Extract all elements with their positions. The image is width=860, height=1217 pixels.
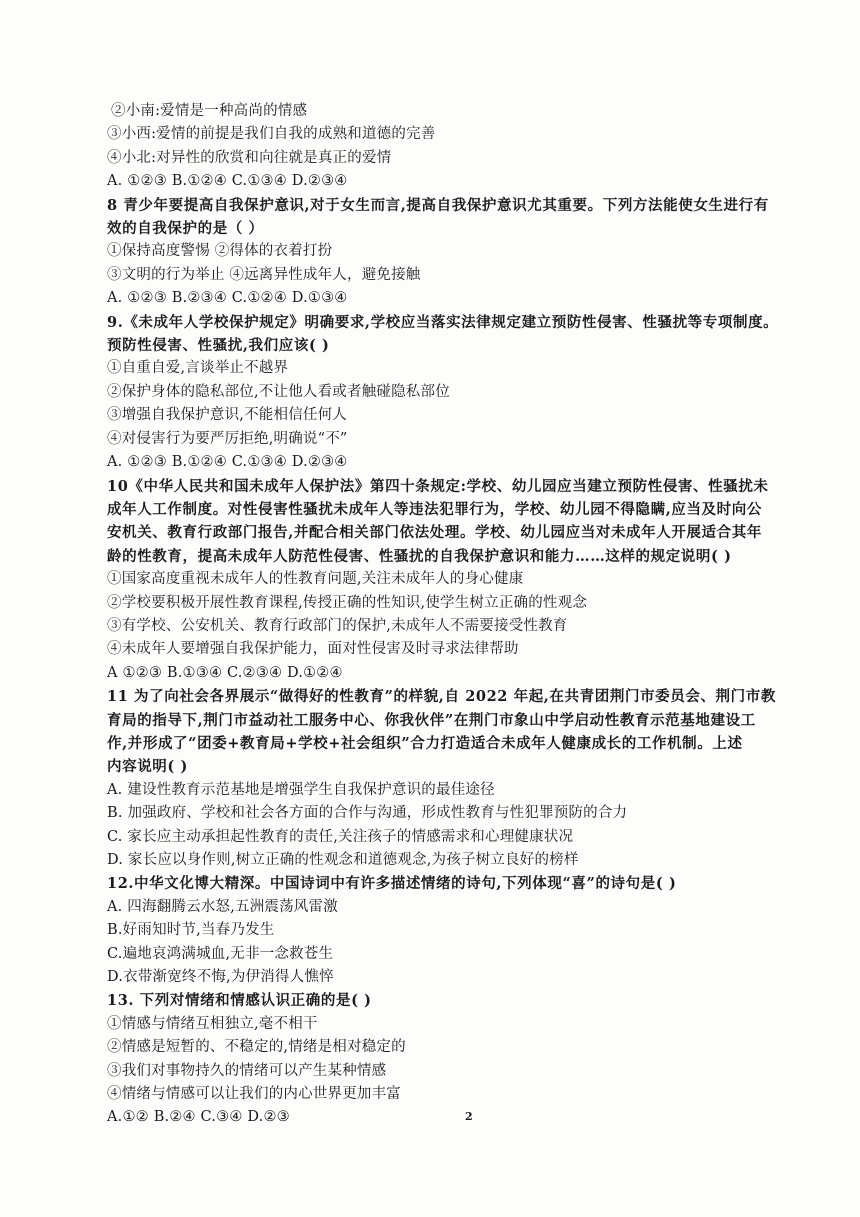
text-line: ③文明的行为举止 ④远离异性成年人，避免接触 xyxy=(107,266,421,283)
text-line: D.衣带渐宽终不悔,为伊消得人憔悴 xyxy=(107,969,334,986)
text-line: C. 家长应主动承担起性教育的责任,关注孩子的情感需求和心理健康状况 xyxy=(107,828,574,845)
text-line: ②情感是短暂的、不稳定的,情绪是相对稳定的 xyxy=(107,1039,406,1056)
text-line: 预防性侵害、性骚扰,我们应该( ) xyxy=(107,337,330,355)
text-line: ①保持高度警惕 ②得体的衣着打扮 xyxy=(107,243,333,260)
text-line: ①国家高度重视未成年人的性教育问题,关注未成年人的身心健康 xyxy=(107,571,524,588)
text-line: ④未成年人要增强自我保护能力，面对性侵害及时寻求法律帮助 xyxy=(107,641,519,658)
text-line: 效的自我保护的是（ ） xyxy=(107,220,264,238)
text-line: ③我们对事物持久的情绪可以产生某种情感 xyxy=(107,1062,387,1079)
text-line: D. 家长应以身作则,树立正确的性观念和道德观念,为孩子树立良好的榜样 xyxy=(107,852,579,868)
text-line: 12.中华文化博大精深。中国诗词中有许多描述情绪的诗句,下列体现“喜”的诗句是( ) xyxy=(107,875,677,893)
text-line: ③小西:爱情的前提是我们自我的成熟和道德的完善 xyxy=(107,126,436,143)
text-line: A. ①②③ B.①②④ C.①③④ D.②③④ xyxy=(107,454,348,471)
text-line: A ①②③ B.①③④ C.②③④ D.①②④ xyxy=(107,664,343,681)
question-text-area xyxy=(107,100,827,1130)
text-line: A.①② B.②④ C.③④ D.②③ xyxy=(107,1109,290,1126)
text-line: B. 加强政府、学校和社会各方面的合作与沟通，形成性教育与性犯罪预防的合力 xyxy=(107,805,628,822)
text-line: ①情感与情绪互相独立,毫不相干 xyxy=(107,1015,318,1032)
text-line: ③有学校、公安机关、教育行政部门的保护,未成年人不需要接受性教育 xyxy=(107,617,568,634)
text-line: B.好雨知时节,当春乃发生 xyxy=(107,922,275,939)
text-line: ①自重自爱,言谈举止不越界 xyxy=(107,360,289,377)
text-line: ④对侵害行为要严厉拒绝,明确说“不” xyxy=(107,430,348,447)
text-line: C.遍地哀鸿满城血,无非一念救苍生 xyxy=(107,945,334,962)
text-line: ②保护身体的隐私部位,不让他人看或者触碰隐私部位 xyxy=(107,383,450,400)
text-line: ②学校要积极开展性教育课程,传授正确的性知识,使学生树立正确的性观念 xyxy=(107,594,588,611)
text-line: 8 青少年要提高自我保护意识,对于女生而言,提高自我保护意识尤其重要。下列方法能使女生进行有 xyxy=(107,196,769,214)
text-line: A. 建设性教育示范基地是增强学生自我保护意识的最佳途径 xyxy=(107,781,495,798)
text-line: A. ①②③ B.②③④ C.①②④ D.①③④ xyxy=(107,290,348,307)
text-line: 成年人工作制度。对性侵害性骚扰未成年人等违法犯罪行为，学校、幼儿园不得隐瞒,应当及时向公 xyxy=(107,500,762,518)
text-line: 13. 下列对情绪和情感认识正确的是( ) xyxy=(107,992,372,1010)
text-line: 9.《未成年人学校保护规定》明确要求,学校应当落实法律规定建立预防性侵害、性骚扰等专项制度。 xyxy=(107,313,779,331)
page-number: 2 xyxy=(465,1110,473,1123)
text-line: ④情绪与情感可以让我们的内心世界更加丰富 xyxy=(107,1086,401,1103)
text-line: 内容说明( ) xyxy=(107,758,188,776)
text-line: 育局的指导下,荆门市益动社工服务中心、你我伙伴”在荆门市象山中学启动性教育示范基地建设工 xyxy=(107,711,756,729)
text-line: 作,并形成了“团委+教育局+学校+社会组织”合力打造适合未成年人健康成长的工作机制。上述 xyxy=(107,734,743,752)
text-line: A. 四海翻腾云水怒,五洲震荡风雷激 xyxy=(107,898,338,915)
text-line: 龄的性教育，提高未成年人防范性侵害、性骚扰的自我保护意识和能力……这样的规定说明( ) xyxy=(107,547,732,565)
text-line: 10《中华人民共和国未成年人保护法》第四十条规定:学校、幼儿园应当建立预防性侵害、性骚扰未 xyxy=(107,477,769,495)
text-line: ③增强自我保护意识,不能相信任何人 xyxy=(107,407,348,424)
text-line: ④小北:对异性的欣赏和向往就是真正的爱情 xyxy=(107,149,392,166)
text-line: A. ①②③ B.①②④ C.①③④ D.②③④ xyxy=(107,173,348,190)
text-line: 11 为了向社会各界展示“做得好的性教育”的样貌,自 2022 年起,在共青团荆门市委员会、荆门市教 xyxy=(107,688,776,706)
text-line: ②小南:爱情是一种高尚的情感 xyxy=(111,103,308,119)
text-line: 安机关、教育行政部门报告,并配合相关部门依法处理。学校、幼儿园应当对未成年人开展适合其年 xyxy=(107,524,762,542)
